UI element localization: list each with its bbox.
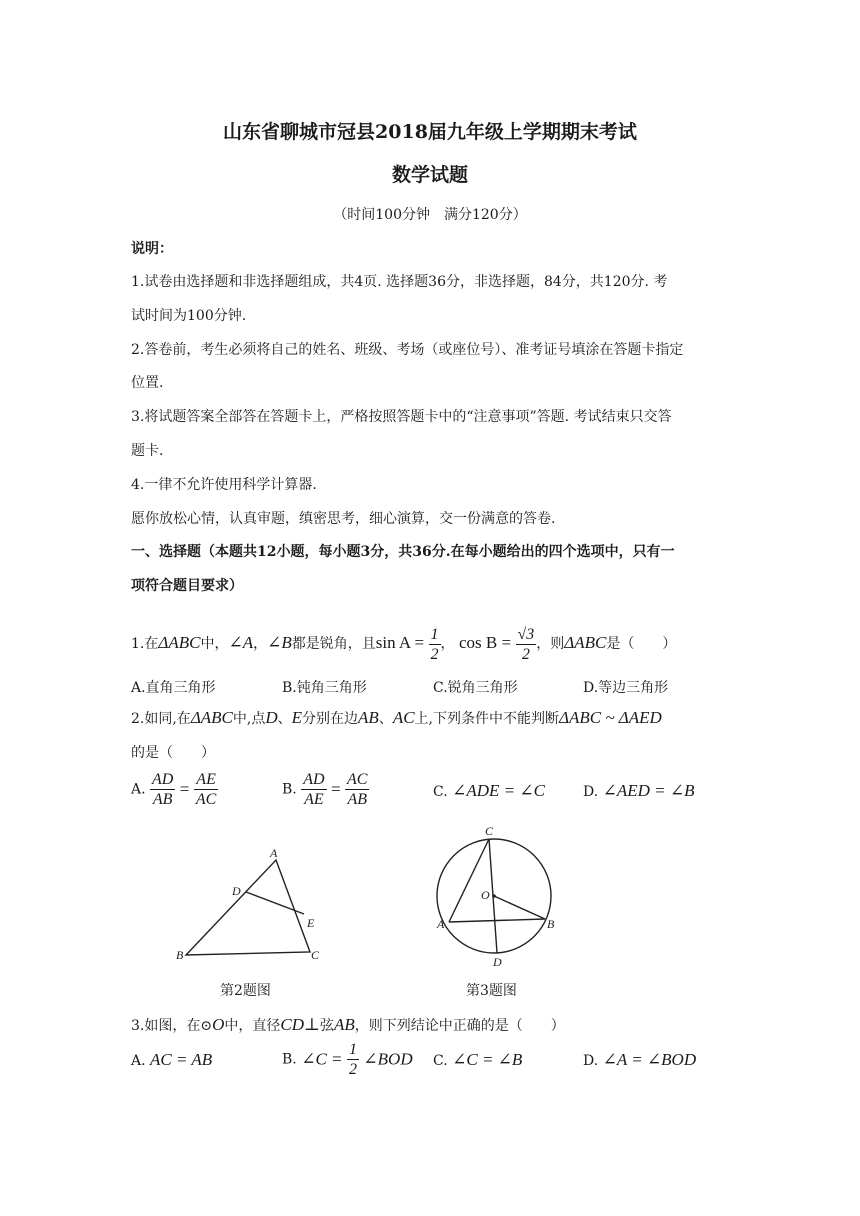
q3-cd-perp: CD⊥ [280,1015,320,1034]
q2-opt-b-d2: AB [347,791,368,808]
q1-text-2: 中， [200,636,229,652]
instruction-3-line1: 3.将试题答案全部答在答题卡上，严格按照答题卡中的“注意事项”答题. 考试结束只交答 [131,409,672,425]
q2-side-ac: AC [392,708,415,727]
q3-opt-b-pre: ∠C = [301,1049,343,1069]
chord-ab [449,919,545,922]
q3-option-d [583,1050,696,1070]
q3-opt-b-label: B. [282,1051,297,1068]
q1-text-6: ，则 [536,636,565,652]
fig3-label-d: D [493,955,502,969]
q2-text-6: 上,下列条件中不能判断 [414,711,559,727]
q2-point-e: E [291,708,303,727]
q2-opt-b-d1: AE [304,791,324,808]
q2-opt-a-frac1 [150,770,175,809]
fig3-label-a: A [437,917,445,931]
q3-opt-a-label: A. [131,1053,146,1069]
q2-opt-b-frac1 [301,770,326,809]
triangle-abc-shape [186,860,310,955]
segment-ob [494,896,545,919]
q2-option-d [583,781,695,801]
q3-opt-b-den: 2 [348,1061,357,1078]
q2-opt-b-frac2 [345,770,369,809]
section1-heading-line1: 一、选择题（本题共12小题，每小题3分，共36分.在每小题给出的四个选项中，只有一 [131,544,675,560]
q2-opt-c-label: C. [433,784,448,800]
instruction-2-line2: 位置. [131,375,164,391]
q2-opt-a-frac2 [194,770,218,809]
q3-opt-d-label: D. [583,1053,599,1069]
figure-3-caption: 第3题图 [466,983,517,999]
q2-text-2: 中,点 [232,711,266,727]
q1-cos-b: cos B = [458,633,512,652]
q2-similarity: ΔABC ~ ΔAED [559,708,662,727]
q2-opt-b-n1: AD [303,771,325,788]
q1-text-7: 是（ ） [606,636,677,652]
fig3-label-o: O [481,888,490,902]
q3-text-4: ，则下列结论中正确的是（ ） [354,1018,565,1034]
q2-text-3: 、 [277,711,292,727]
wish-text: 愿你放松心情，认真审题，缜密思考，细心演算，交一份满意的答卷. [131,511,556,527]
q1-sin-fraction [429,625,441,664]
q1-option-b: B.钝角三角形 [282,680,367,696]
figure-3-circle [425,825,565,970]
q3-option-a [131,1050,212,1070]
fig3-label-b: B [547,917,555,931]
q2-opt-d-expr: ∠AED = ∠B [602,781,695,800]
q2-triangle: ΔABC [190,708,233,727]
q2-option-a [131,770,218,809]
q3-opt-a-expr: AC = AB [150,1050,213,1069]
center-point-o [492,894,496,898]
q2-opt-a-d1: AB [152,791,173,808]
fig2-label-e: E [307,916,315,930]
q1-cos-den: 2 [521,645,530,663]
segment-de [246,892,304,914]
q2-option-c [433,781,545,801]
time-note: （时间100分钟 满分120分） [333,207,527,223]
figure-2-triangle [160,845,350,965]
fig2-label-d: D [232,884,241,898]
q3-text-3: 弦 [319,1018,334,1034]
q3-circle-o: O [212,1015,225,1034]
q2-opt-d-label: D. [583,784,599,800]
q2-option-b [282,770,369,809]
q3-option-c [433,1050,522,1070]
q3-option-b [282,1040,413,1079]
instruction-3-line2: 题卡. [131,443,164,459]
q3-opt-c-label: C. [433,1053,448,1069]
q3-opt-b-post: ∠BOD [363,1049,413,1069]
q3-chord-ab: AB [333,1015,355,1034]
q1-angle-b: ∠B [267,633,292,652]
q3-opt-d-expr: ∠A = ∠BOD [602,1050,697,1069]
q3-text-1: 3.如图，在⊙ [131,1018,213,1034]
q2-opt-b-n2: AC [347,771,368,788]
q1-triangle-2: ΔABC [564,633,607,652]
q2-opt-b-eq: = [330,779,341,799]
q1-text-3: ， [253,636,268,652]
q3-opt-b-num: 1 [348,1041,357,1058]
q1-triangle: ΔABC [158,633,201,652]
q2-opt-a-n1: AD [152,771,174,788]
q1-option-c: C.锐角三角形 [433,680,518,696]
instruction-1-line2: 试时间为100分钟. [131,308,247,324]
instructions-heading: 说明： [131,241,173,257]
q2-opt-a-eq: = [179,779,190,799]
question-1 [131,619,676,668]
q3-text-2: 中，直径 [224,1018,281,1034]
q1-sin-a: sin A = [375,633,425,652]
q1-cos-fraction [516,625,537,664]
fig3-label-c: C [485,825,494,838]
q2-line-2: 的是（ ） [131,745,215,761]
fig2-label-a: A [270,846,278,860]
q1-text-1: 1.在 [131,636,159,652]
q2-text-5: 、 [378,711,393,727]
q1-text-4: 都是锐角，且 [291,636,376,652]
q1-sin-den: 2 [430,645,439,663]
q2-side-ab: AB [358,708,379,727]
q2-opt-a-d2: AC [195,791,217,808]
q2-opt-a-label: A. [131,781,146,798]
figure-2-caption: 第2题图 [220,983,271,999]
instruction-2-line1: 2.答卷前，考生必须将自己的姓名、班级、考场（或座位号）、准考证号填涂在答题卡指定 [131,342,684,358]
q2-text-4: 分别在边 [302,711,359,727]
exam-subject: 数学试题 [391,164,468,186]
q3-opt-b-frac [347,1040,359,1079]
question-3 [131,1015,565,1035]
instruction-1-line1: 1.试卷由选择题和非选择题组成，共4页. 选择题36分，非选择题，84分，共120分. 考 [131,274,668,290]
q1-sin-num: 1 [430,625,439,643]
q2-opt-b-label: B. [282,781,297,798]
q3-opt-c-expr: ∠C = ∠B [452,1050,523,1069]
question-2 [131,705,662,732]
q2-opt-c-expr: ∠ADE = ∠C [452,781,545,800]
segment-ac [449,839,489,922]
q2-point-d: D [265,708,278,727]
q1-option-d: D.等边三角形 [583,680,669,696]
q2-text-1: 2.如同,在 [131,711,191,727]
fig2-label-b: B [176,948,184,962]
q1-text-5: ， [440,636,455,652]
section1-heading-line2: 项符合题目要求） [131,578,243,594]
q1-option-a: A.直角三角形 [131,680,216,696]
q1-cos-num: √3 [517,625,535,643]
q2-opt-a-n2: AE [194,770,218,790]
fig2-label-c: C [311,948,320,962]
instruction-4: 4.一律不允许使用科学计算器. [131,477,317,493]
exam-title: 山东省聊城市冠县2018届九年级上学期期末考试 [223,121,637,143]
q1-angle-a: ∠A [228,633,254,652]
